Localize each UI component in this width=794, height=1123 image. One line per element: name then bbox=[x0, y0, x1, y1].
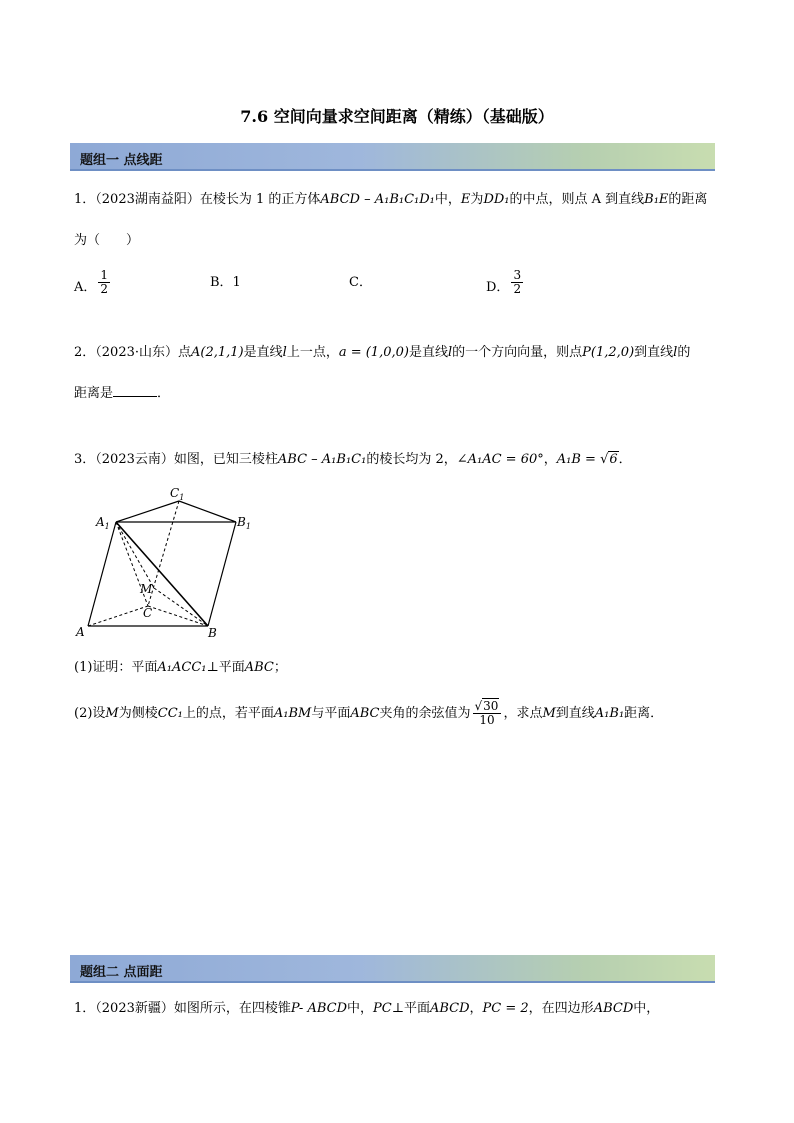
q3-text: 上的点，若平面 bbox=[182, 706, 274, 721]
q3-text: 到直线 bbox=[555, 706, 595, 721]
q1-option-a[interactable] bbox=[74, 268, 112, 301]
label-c: C bbox=[143, 606, 153, 620]
label-b1: $B_1$ bbox=[237, 515, 251, 531]
q3-number: 3． bbox=[74, 452, 96, 467]
q2-line1 bbox=[74, 344, 690, 362]
q3-point-m: M bbox=[105, 706, 119, 721]
q3-text: 与平面 bbox=[311, 706, 351, 721]
q1-option-d-fraction bbox=[511, 269, 523, 296]
q1-option-c[interactable]: C． bbox=[349, 275, 372, 290]
q4-text: ， bbox=[469, 1001, 483, 1016]
q1-option-d[interactable] bbox=[486, 268, 525, 301]
group-header-1-label: 题组一 点线距 bbox=[80, 153, 163, 168]
q3-text: 夹角的余弦值为 bbox=[379, 706, 471, 721]
q3-text: 距离． bbox=[624, 706, 664, 721]
q1-text: 的距离 bbox=[668, 192, 708, 207]
edge-a1c1 bbox=[116, 501, 179, 522]
group-header-1 bbox=[70, 143, 715, 171]
q2-point-p: P(1,2,0) bbox=[582, 345, 635, 360]
q4-text: 如图所示，在四棱锥 bbox=[173, 1001, 291, 1016]
answer-blank[interactable] bbox=[113, 384, 157, 397]
edge-bb1 bbox=[208, 522, 236, 626]
q2-line2 bbox=[74, 384, 170, 403]
q4-text: 中， bbox=[347, 1001, 374, 1016]
q4-edge-pc: PC bbox=[373, 1001, 392, 1016]
q2-text: 距离是 bbox=[74, 386, 114, 401]
q4-quadrilateral: ABCD bbox=[593, 1001, 634, 1016]
q3-part2 bbox=[74, 700, 663, 727]
q2-direction-vector: a = (1,0,0) bbox=[338, 345, 409, 360]
q4-text: ⊥平面 bbox=[391, 1001, 430, 1016]
q2-number: 2． bbox=[74, 345, 96, 360]
q2-source: （2023·山东） bbox=[95, 345, 178, 360]
q4-line1 bbox=[74, 1000, 659, 1018]
group-header-2-label: 题组二 点面距 bbox=[80, 965, 163, 980]
q4-pc-length: PC = 2 bbox=[482, 1001, 529, 1016]
q1-option-d-label: D． bbox=[486, 280, 510, 295]
q2-text: 的一个方向向量，则点 bbox=[452, 345, 583, 360]
q3-angle: ∠A₁AC = 60° bbox=[456, 452, 544, 467]
fraction-numerator: √30 bbox=[473, 700, 502, 714]
q3-point-m: M bbox=[542, 706, 556, 721]
q1-b1e: B₁E bbox=[644, 192, 669, 207]
q3-text: (1)证明：平面 bbox=[74, 660, 158, 675]
q1-option-a-fraction bbox=[98, 269, 110, 296]
edge-mb bbox=[154, 588, 208, 626]
q2-point-a: A(2,1,1) bbox=[191, 345, 244, 360]
q1-cube: ABCD – A₁B₁C₁D₁ bbox=[320, 192, 435, 207]
q1-text: 中， bbox=[434, 192, 461, 207]
q3-text: 为侧棱 bbox=[118, 706, 158, 721]
q1-source: （2023湖南益阳） bbox=[95, 192, 200, 207]
edge-a1m bbox=[116, 522, 154, 588]
q3-cosine-fraction bbox=[473, 700, 502, 727]
edge-aa1 bbox=[88, 522, 116, 626]
q4-number: 1． bbox=[74, 1001, 96, 1016]
q1-number: 1． bbox=[74, 192, 96, 207]
q3-source: （2023云南） bbox=[95, 452, 174, 467]
label-b: B bbox=[208, 626, 217, 640]
q1-text: 的中点，则点 A 到直线 bbox=[509, 192, 645, 207]
q3-prism: ABC – A₁B₁C₁ bbox=[277, 452, 367, 467]
q1-line1 bbox=[74, 191, 707, 209]
q3-edge: A₁B = bbox=[556, 452, 601, 467]
q2-text: 到直线 bbox=[634, 345, 674, 360]
q2-text: 点 bbox=[178, 345, 192, 360]
fraction-denominator: 2 bbox=[100, 282, 109, 296]
q3-plane-a1bm: A₁BM bbox=[273, 706, 312, 721]
q3-line1 bbox=[74, 451, 632, 469]
q2-text: 是直线 bbox=[408, 345, 448, 360]
label-c1: $C_1$ bbox=[170, 486, 185, 502]
sqrt-sign: √ bbox=[600, 452, 609, 467]
label-a: A bbox=[76, 625, 85, 639]
q2-text: ． bbox=[157, 386, 171, 401]
sqrt-value: 30 bbox=[483, 699, 499, 713]
q2-text: 上一点， bbox=[286, 345, 339, 360]
q3-text: 如图，已知三棱柱 bbox=[173, 452, 278, 467]
q1-dd1: DD₁ bbox=[483, 192, 510, 207]
q2-line-l: l bbox=[447, 345, 453, 360]
q1-option-a-label: A． bbox=[74, 280, 97, 295]
edge-c1b1 bbox=[179, 501, 236, 522]
q3-plane-a1acc1: A₁ACC₁ bbox=[157, 660, 207, 675]
q3-part1 bbox=[74, 659, 287, 677]
q3-plane-abc: ABC bbox=[244, 660, 274, 675]
q3-line-a1b1: A₁B₁ bbox=[594, 706, 625, 721]
q3-text: ⊥平面 bbox=[206, 660, 245, 675]
prism-diagram bbox=[74, 484, 254, 642]
prism-figure bbox=[74, 484, 254, 642]
q3-text: ； bbox=[273, 660, 287, 675]
fraction-numerator: 1 bbox=[100, 268, 109, 282]
q1-text: 在棱长为 1 的正方体 bbox=[199, 192, 321, 207]
q1-text: 为 bbox=[470, 192, 484, 207]
q3-text: 的棱长均为 2， bbox=[366, 452, 457, 467]
label-a1: $A_1$ bbox=[96, 515, 110, 531]
edge-a1b bbox=[116, 522, 208, 626]
q3-plane-abc: ABC bbox=[350, 706, 380, 721]
q4-pyramid: P- ABCD bbox=[290, 1001, 348, 1016]
q3-text: ，求点 bbox=[503, 706, 543, 721]
q3-edge-cc1: CC₁ bbox=[157, 706, 183, 721]
fraction-denominator: 2 bbox=[513, 282, 522, 296]
q2-text: 是直线 bbox=[243, 345, 283, 360]
q1-option-b[interactable]: B．1 bbox=[210, 275, 241, 290]
q3-text: ． bbox=[618, 452, 632, 467]
q1-point-e: E bbox=[460, 192, 471, 207]
q2-line-l: l bbox=[673, 345, 678, 360]
q4-text: ，在四边形 bbox=[528, 1001, 594, 1016]
q4-plane-abcd: ABCD bbox=[429, 1001, 470, 1016]
edge-ac bbox=[88, 606, 148, 626]
q1-line2: 为（ ） bbox=[74, 233, 140, 248]
page-title: 7.6 空间向量求空间距离（精练）（基础版） bbox=[240, 107, 554, 126]
fraction-numerator: 3 bbox=[513, 268, 522, 282]
q4-text: 中， bbox=[633, 1001, 660, 1016]
fraction-denominator: 10 bbox=[479, 713, 495, 727]
q3-text: ， bbox=[543, 452, 557, 467]
q2-text: 的 bbox=[677, 345, 691, 360]
q2-line-l: l bbox=[282, 345, 287, 360]
q3-sqrt-value: 6 bbox=[609, 452, 618, 467]
label-m: M bbox=[140, 582, 153, 596]
edge-cc1 bbox=[148, 501, 179, 606]
group-header-2 bbox=[70, 955, 715, 983]
q4-source: （2023新疆） bbox=[95, 1001, 174, 1016]
q3-text: (2)设 bbox=[74, 706, 106, 721]
